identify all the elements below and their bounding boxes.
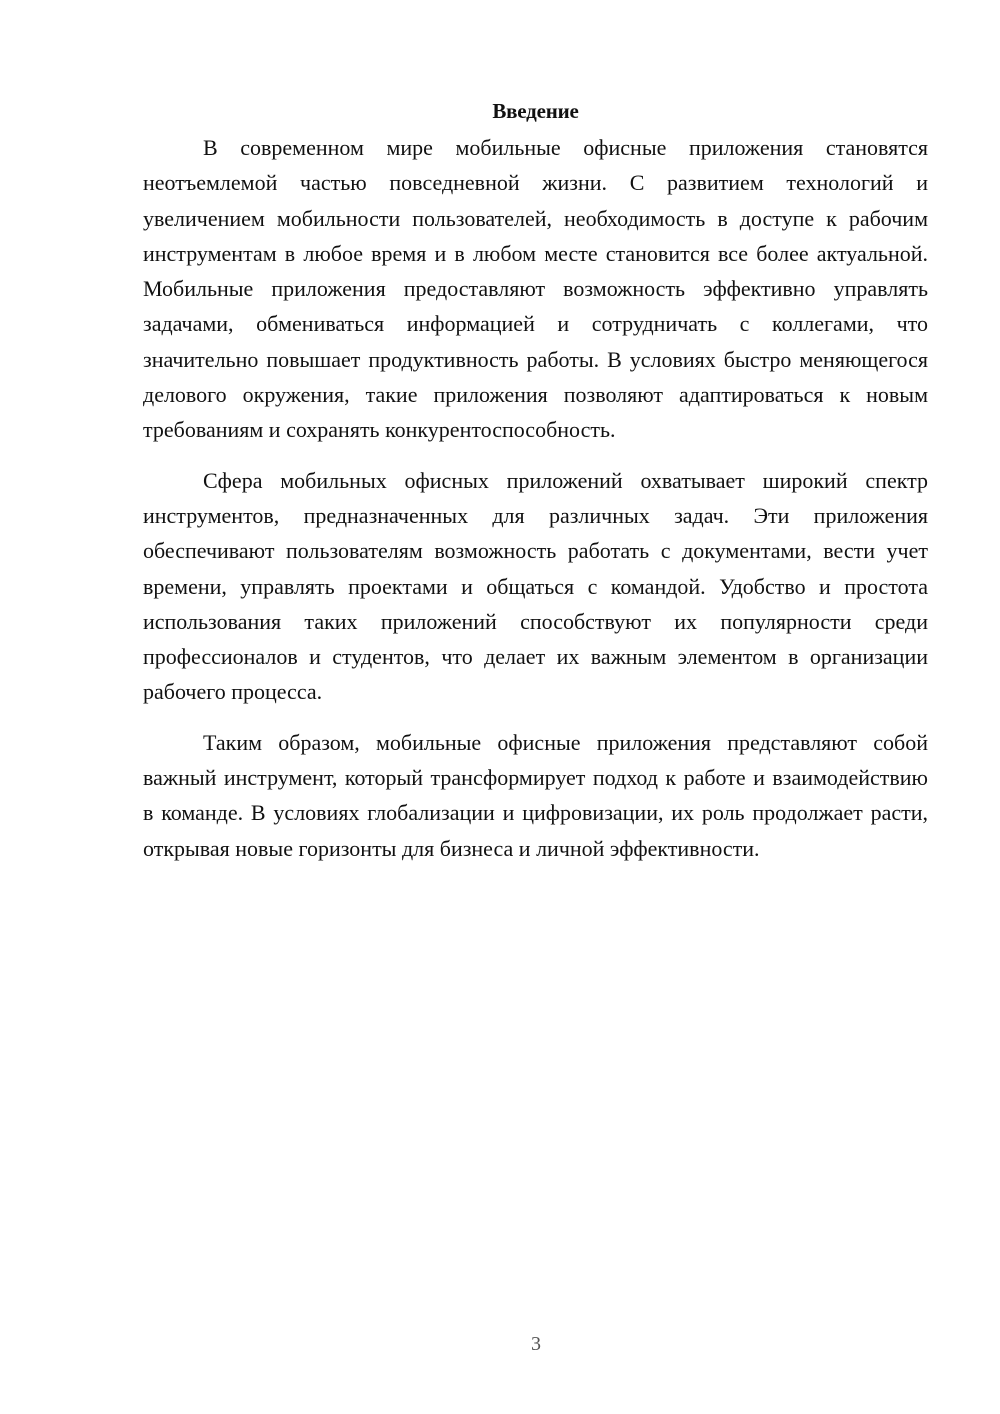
page-number: 3: [531, 1333, 541, 1355]
paragraph-1: В современном мире мобильные офисные приложения становятся неотъемлемой частью повседневной жизни. С развитием технологий и увеличением мобильности пользователей, необходимость в доступе к рабочим инструментам в любое время и в любом месте становится все более актуальной. Мобильные приложения предоставляют возможность эффективно управлять задачами, обмениваться информацией и сотрудничать с коллегами, что значительно повышает продуктивность работы. В условиях быстро меняющегося делового окружения, такие приложения позволяют адаптироваться к новым требованиям и сохранять конкурентоспособность.: [143, 135, 928, 443]
page-content: [143, 96, 928, 881]
section-title: Введение: [492, 99, 579, 123]
paragraph-2: Сфера мобильных офисных приложений охватывает широкий спектр инструментов, предназначенных для различных задач. Эти приложения обеспечивают пользователям возможность работать с документами, вести учет времени, управлять проектами и общаться с командой. Удобство и простота использования таких приложений способствуют их популярности среди профессионалов и студентов, что делает их важным элементом в организации рабочего процесса.: [143, 467, 928, 705]
paragraph-3: Таким образом, мобильные офисные приложения представляют собой важный инструмент, который трансформирует подход к работе и взаимодействию в команде. В условиях глобализации и цифровизации, их роль продолжает расти, открывая новые горизонты для бизнеса и личной эффективности.: [143, 729, 928, 861]
